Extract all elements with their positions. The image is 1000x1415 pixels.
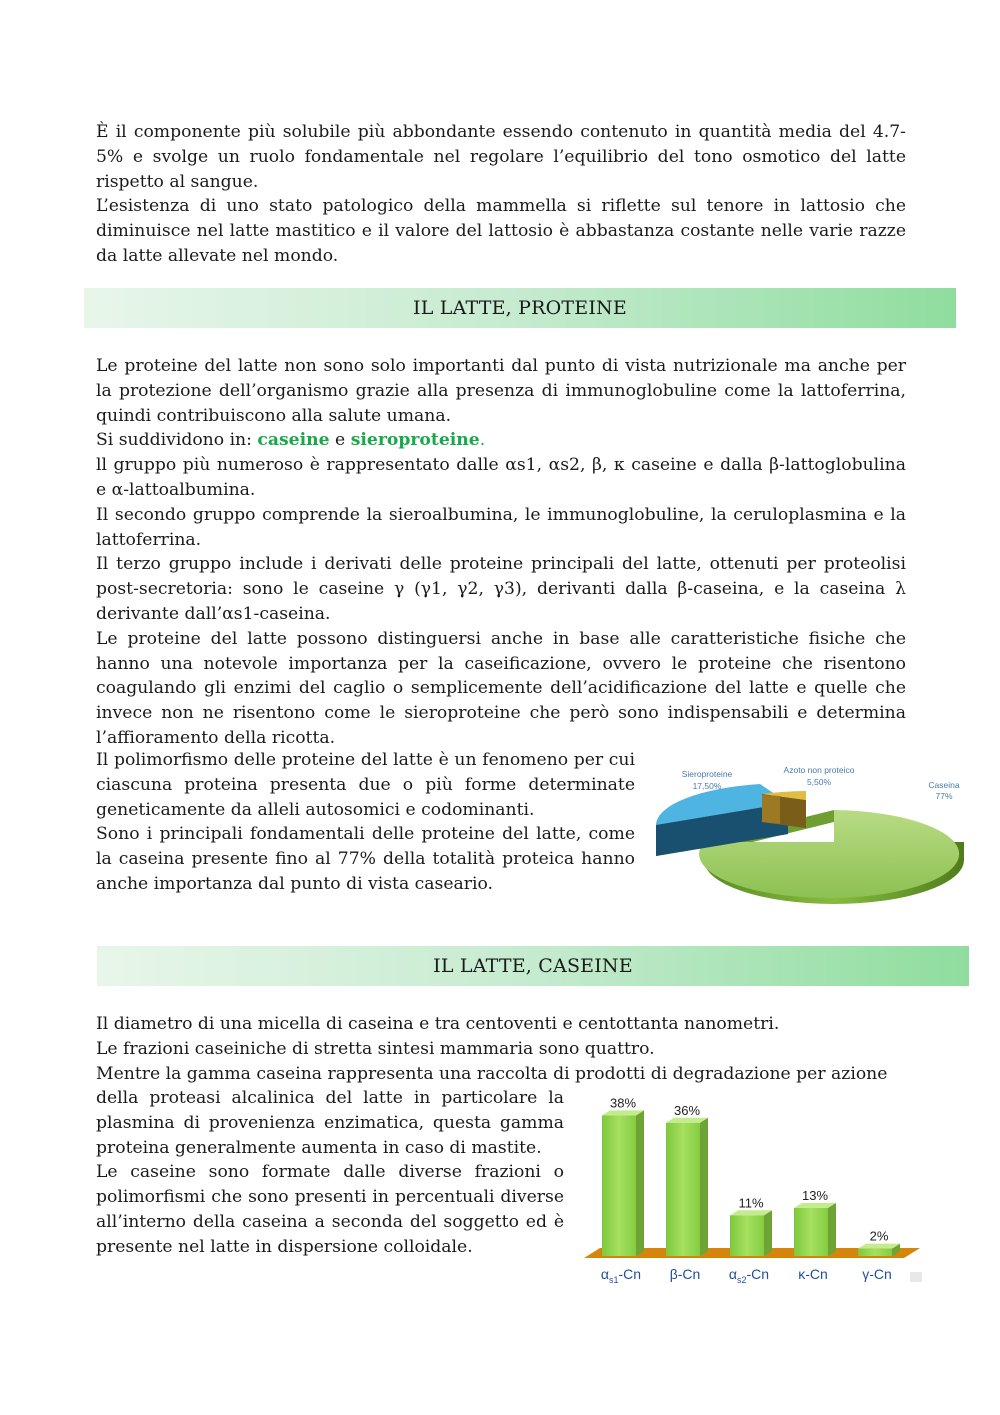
x-label-1: β-Cn: [669, 1266, 701, 1282]
protein-pie-chart: [650, 758, 970, 910]
bar-0: [602, 1115, 636, 1256]
term-caseine: caseine: [257, 430, 330, 451]
bar-value-label-4: 2%: [869, 1228, 889, 1244]
proteine-paragraph-4: Il secondo gruppo comprende la sieroalbumina, le immunoglobuline, la ceruloplasmina e la lattoferrina.: [96, 504, 906, 550]
proteine-paragraph-1: Le proteine del latte non sono solo importanti dal punto di vista nutrizionale ma anche per la protezione dell’organismo grazie alla presenza di immunoglobuline come la lattoferrina, quindi contribuiscono alla salute umana.: [96, 356, 906, 426]
pie-value-sieroproteine: 17,50%: [692, 781, 722, 791]
x-label-2: $\alpha_{s2}-Cn$: [728, 1266, 770, 1285]
casein-bar-chart: [580, 1088, 930, 1288]
x-label-4: γ-Cn: [862, 1266, 892, 1282]
pie-label-sieroproteine: Sieroproteine: [681, 769, 733, 779]
caseine-paragraph-2: Le frazioni caseiniche di stretta sintesi mammaria sono quattro.: [96, 1038, 655, 1059]
x-label-3: κ-Cn: [798, 1266, 828, 1282]
caseine-paragraph-1: Il diametro di una micella di caseina e tra centoventi e centottanta nanometri.: [96, 1014, 780, 1034]
bar-4: [858, 1249, 892, 1256]
bar-1: [666, 1123, 700, 1256]
chart-corner-mark: [910, 1272, 922, 1282]
pie-value-caseina: 77%: [935, 791, 953, 801]
bar-side-1: [700, 1118, 708, 1256]
pie-label-caseina: Caseina: [928, 780, 960, 790]
caseine-paragraph-5: Le caseine sono formate dalle diverse frazioni o polimorfismi che sono presenti in percentuali diverse all’interno della caseina a seconda del soggetto ed è presente nel latte in dispersione colloidale.: [96, 1162, 564, 1257]
bar-side-0: [636, 1110, 644, 1256]
section-heading-caseine: IL LATTE, CASEINE: [97, 946, 969, 986]
intro-paragraph-2: L’esistenza di uno stato patologico della mammella si riflette sul tenore in lattosio che diminuisce nel latte mastitico e il valore del lattosio è abbastanza costante nelle varie razze da latte allevate nel mondo.: [96, 196, 906, 266]
pie-label-azoto: Azoto non proteico: [783, 765, 855, 775]
bar-side-3: [828, 1203, 836, 1256]
proteine-text: [96, 354, 906, 751]
pie-slice-azoto: [762, 791, 806, 828]
proteine-text-side: [96, 748, 635, 897]
intro-text: [96, 120, 906, 269]
intro-paragraph-1: È il componente più solubile più abbondante essendo contenuto in quantità media del 4.7-5% e svolge un ruolo fondamentale nel regolare l’equilibrio del tono osmotico del latte rispetto al sangue.: [96, 122, 906, 192]
x-axis-labels: [601, 1266, 892, 1285]
pie-value-azoto: 5,50%: [806, 777, 832, 787]
proteine-paragraph-2: [96, 428, 906, 453]
bar-value-label-1: 36%: [673, 1102, 701, 1118]
bar-value-label-0: 38%: [609, 1095, 637, 1111]
caseine-text-side: [96, 1086, 564, 1260]
p2-prefix: Si suddividono in:: [96, 430, 258, 451]
bar-value-label-3: 13%: [801, 1187, 829, 1203]
p2-suffix: .: [479, 430, 486, 451]
caseine-paragraph-3: Mentre la gamma caseina rappresenta una raccolta di prodotti di degradazione per azione: [96, 1063, 888, 1084]
bar-value-label-2: 11%: [738, 1195, 764, 1211]
section-heading-proteine: IL LATTE, PROTEINE: [84, 288, 956, 328]
caseine-text: [96, 1012, 906, 1086]
term-sieroproteine: sieroproteine: [350, 430, 480, 451]
proteine-paragraph-3: ll gruppo più numeroso è rappresentato dalle αs1, αs2, β, κ caseine e dalla β-lattoglobulina e α-lattoalbumina.: [96, 455, 906, 500]
bar-group: [602, 1095, 900, 1256]
proteine-paragraph-5: Il terzo gruppo include i derivati delle proteine principali del latte, ottenuti per proteolisi post-secretoria: sono le caseine γ (γ1, γ2, γ3), derivanti dalla β-caseina, e la caseina λ derivante dall’αs1-caseina.: [96, 554, 906, 624]
bar-2: [730, 1215, 764, 1256]
proteine-paragraph-6: Le proteine del latte possono distinguersi anche in base alle caratteristiche fisiche che hanno una notevole importanza per la caseificazione, ovvero le proteine che risentono coagulando gli enzimi del caglio o semplicemente dell’acidificazione del latte e quelle che invece non ne risentono come le sieroproteine che però sono indispensabili e determina l’affioramento della ricotta.: [96, 628, 906, 748]
x-label-0: $\alpha_{s1}-Cn$: [600, 1266, 642, 1285]
p2-mid: e: [329, 430, 351, 451]
proteine-paragraph-8: Sono i principali fondamentali delle proteine del latte, come la caseina presente fino al 77% della totalità proteica hanno anche importanza dal punto di vista caseario.: [96, 824, 635, 894]
caseine-paragraph-4: della proteasi alcalinica del latte in particolare la plasmina di provenienza enzimatica, questa gamma proteina generalmente aumenta in caso di mastite.: [96, 1088, 564, 1158]
proteine-paragraph-7: Il polimorfismo delle proteine del latte è un fenomeno per cui ciascuna proteina presenta due o più forme determinate geneticamente da alleli autosomici e codominanti.: [96, 750, 635, 820]
bar-3: [794, 1208, 828, 1256]
bar-side-2: [764, 1210, 772, 1256]
